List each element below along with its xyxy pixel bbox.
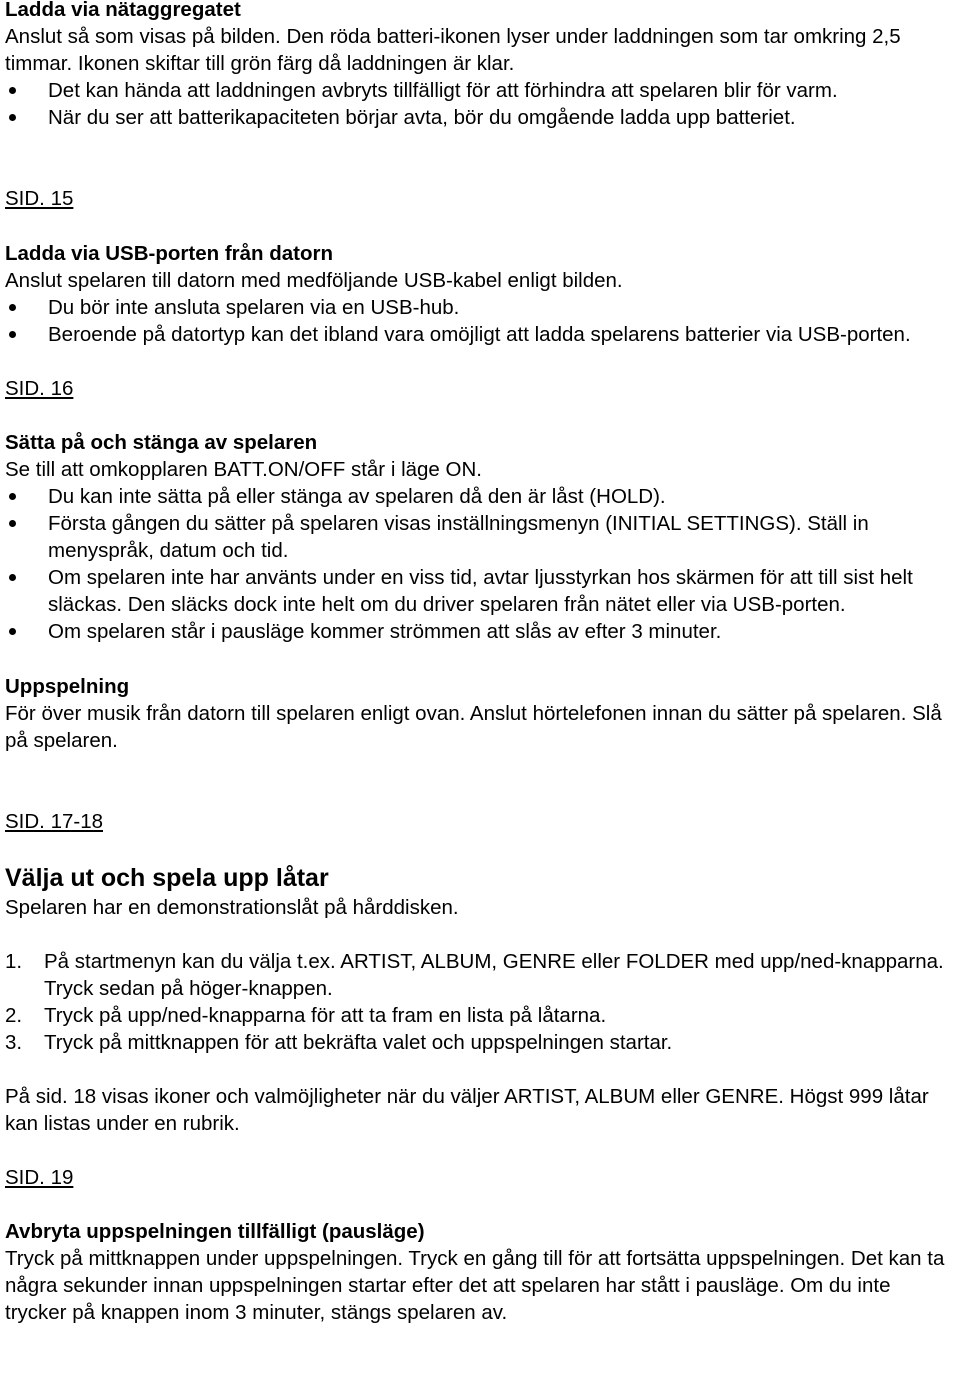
bullet-item bbox=[5, 294, 955, 321]
bullet-icon bbox=[9, 520, 16, 527]
bullet-text: Första gången du sätter på spelaren visas inställningsmenyn (INITIAL SETTINGS). Ställ in menyspråk, datum och tid. bbox=[48, 512, 869, 562]
section-heading-power: Sätta på och stänga av spelaren bbox=[5, 431, 318, 454]
step-text: Tryck på upp/ned-knapparna för att ta fram en lista på låtarna. bbox=[44, 1004, 607, 1027]
page-reference-17-18: SID. 17-18 bbox=[5, 810, 103, 833]
step-text: Tryck på mittknappen för att bekräfta valet och uppspelningen startar. bbox=[44, 1031, 673, 1054]
bullet-text: Om spelaren står i pausläge kommer strömmen att slås av efter 3 minuter. bbox=[48, 620, 722, 643]
section-heading-playback: Uppspelning bbox=[5, 675, 130, 698]
manual-page bbox=[5, 0, 955, 1326]
bullet-text: Det kan hända att laddningen avbryts tillfälligt för att förhindra att spelaren blir för varm. bbox=[48, 79, 838, 102]
step-item bbox=[5, 1002, 955, 1029]
section-text-pause: Tryck på mittknappen under uppspelningen. Tryck en gång till för att fortsätta uppspelningen. Det kan ta några sekunder innan uppspelningen startar efter det att spelaren har stått i pausläge. Om du inte trycker på knappen inom 3 minuter, stängs spelaren av. bbox=[5, 1247, 945, 1324]
bullet-icon bbox=[9, 331, 16, 338]
page-reference-19: SID. 19 bbox=[5, 1166, 74, 1189]
page-reference-15: SID. 15 bbox=[5, 187, 74, 210]
bullet-icon bbox=[9, 574, 16, 581]
bullet-text: När du ser att batterikapaciteten börjar avta, bör du omgående ladda upp batteriet. bbox=[48, 106, 796, 129]
bullet-list-charging-usb bbox=[5, 294, 955, 348]
section-heading-select-songs: Välja ut och spela upp låtar bbox=[5, 864, 329, 892]
bullet-item bbox=[5, 618, 955, 645]
section-text-power: Se till att omkopplaren BATT.ON/OFF står i läge ON. bbox=[5, 458, 482, 481]
bullet-item bbox=[5, 564, 955, 618]
section-text-charging-usb: Anslut spelaren till datorn med medföljande USB-kabel enligt bilden. bbox=[5, 269, 623, 292]
bullet-list-power bbox=[5, 483, 955, 645]
step-item bbox=[5, 948, 955, 1002]
step-number: 3. bbox=[5, 1031, 23, 1054]
bullet-item bbox=[5, 510, 955, 564]
step-item bbox=[5, 1029, 955, 1056]
step-number: 1. bbox=[5, 950, 23, 973]
bullet-icon bbox=[9, 87, 16, 94]
step-number: 2. bbox=[5, 1004, 23, 1027]
bullet-icon bbox=[9, 114, 16, 121]
step-text: På startmenyn kan du välja t.ex. ARTIST, ALBUM, GENRE eller FOLDER med upp/ned-knapparna. Tryck sedan på höger-knappen. bbox=[44, 950, 944, 1000]
page-reference-16: SID. 16 bbox=[5, 377, 74, 400]
bullet-item bbox=[5, 104, 955, 131]
bullet-text: Beroende på datortyp kan det ibland vara omöjligt att ladda spelarens batterier via USB-porten. bbox=[48, 323, 911, 346]
bullet-list-charging-adapter bbox=[5, 77, 955, 131]
section-text-select-songs: Spelaren har en demonstrationslåt på hårddisken. bbox=[5, 896, 459, 919]
bullet-item bbox=[5, 483, 955, 510]
bullet-icon bbox=[9, 304, 16, 311]
bullet-icon bbox=[9, 493, 16, 500]
section-heading-charging-usb: Ladda via USB-porten från datorn bbox=[5, 242, 334, 265]
bullet-text: Du bör inte ansluta spelaren via en USB-hub. bbox=[48, 296, 460, 319]
section-text-playback: För över musik från datorn till spelaren enligt ovan. Anslut hörtelefonen innan du sätter på spelaren. Slå på spelaren. bbox=[5, 702, 942, 752]
section-text-charging-adapter: Anslut så som visas på bilden. Den röda batteri-ikonen lyser under laddningen som tar omkring 2,5 timmar. Ikonen skiftar till grön färg då laddningen är klar. bbox=[5, 25, 901, 75]
section-heading-pause: Avbryta uppspelningen tillfälligt (pausläge) bbox=[5, 1220, 425, 1243]
bullet-item bbox=[5, 77, 955, 104]
bullet-icon bbox=[9, 628, 16, 635]
bullet-text: Om spelaren inte har använts under en viss tid, avtar ljusstyrkan hos skärmen för att till sist helt släckas. Den släcks dock inte helt om du driver spelaren från nätet eller via USB-porten. bbox=[48, 566, 913, 616]
section-note-select-songs: På sid. 18 visas ikoner och valmöjligheter när du väljer ARTIST, ALBUM eller GENRE. Högst 999 låtar kan listas under en rubrik. bbox=[5, 1085, 929, 1135]
bullet-item bbox=[5, 321, 955, 348]
numbered-steps bbox=[5, 948, 955, 1056]
bullet-text: Du kan inte sätta på eller stänga av spelaren då den är låst (HOLD). bbox=[48, 485, 666, 508]
section-heading-charging-adapter: Ladda via nätaggregatet bbox=[5, 0, 241, 21]
